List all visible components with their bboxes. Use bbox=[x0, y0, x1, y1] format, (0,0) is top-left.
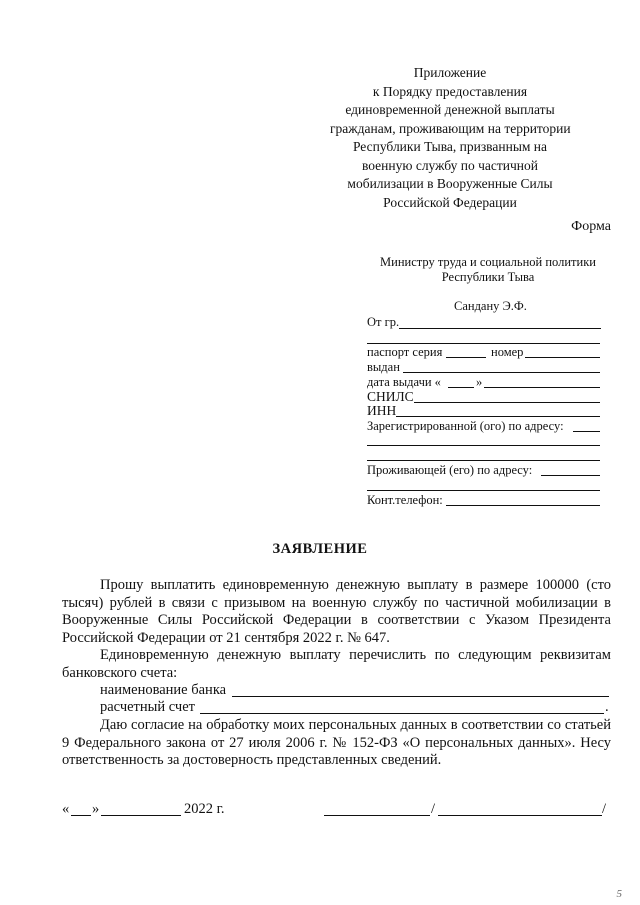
residing-field-2[interactable] bbox=[367, 490, 600, 491]
recipient-name: Сандану Э.Ф. bbox=[454, 299, 527, 313]
signature-field[interactable] bbox=[324, 815, 430, 816]
appendix-line: военную службу по частичной bbox=[361, 157, 538, 173]
signature-slash: / bbox=[431, 801, 436, 817]
recipient-block bbox=[370, 255, 606, 285]
bank-name-field[interactable] bbox=[232, 696, 609, 697]
account-field[interactable] bbox=[200, 713, 604, 714]
appendix-line: Российской Федерации bbox=[383, 194, 517, 210]
registered-field-3[interactable] bbox=[367, 460, 600, 461]
recipient-line: Министру труда и социальной политики bbox=[380, 255, 596, 269]
date-year: 2022 г. bbox=[184, 801, 225, 817]
passport-series-label: паспорт серия bbox=[367, 345, 443, 359]
form-label: Форма bbox=[571, 219, 611, 234]
date-open-quote: « bbox=[62, 801, 70, 817]
snils-label: СНИЛС bbox=[367, 389, 414, 404]
account-label: расчетный счет bbox=[100, 699, 195, 715]
date-close-quote: » bbox=[92, 801, 100, 817]
account-end: . bbox=[605, 699, 609, 715]
appendix-line: единовременной денежной выплаты bbox=[345, 102, 555, 117]
phone-field[interactable] bbox=[446, 505, 600, 506]
residing-field[interactable] bbox=[541, 475, 600, 476]
paragraph-consent: Даю согласие на обработку моих персональных данных в соответствии со статьей 9 Федерального закона от 27 июля 2006 г. № 152-ФЗ «О персональных данных». Несу ответственность за достоверность представленных сведений. bbox=[62, 717, 611, 768]
registered-label: Зарегистрированной (ого) по адресу: bbox=[367, 419, 564, 433]
document-title: ЗАЯВЛЕНИЕ bbox=[272, 541, 368, 557]
appendix-line: гражданам, проживающим на территории bbox=[330, 120, 571, 136]
issued-by-field[interactable] bbox=[403, 372, 600, 373]
signature-name-field[interactable] bbox=[438, 815, 602, 816]
issue-date-close: » bbox=[476, 375, 483, 389]
snils-field[interactable] bbox=[414, 402, 600, 403]
date-day-field[interactable] bbox=[71, 815, 91, 816]
from-field-line-2[interactable] bbox=[367, 343, 600, 344]
appendix-line: мобилизации в Вооруженные Силы bbox=[347, 176, 553, 191]
appendix-header bbox=[330, 64, 570, 212]
paragraph-payment: Единовременную денежную выплату перечислить по следующим реквизитам банковского счета: bbox=[62, 647, 611, 681]
passport-number-field[interactable] bbox=[525, 357, 600, 358]
recipient-line: Республики Тыва bbox=[441, 270, 535, 284]
registered-field-2[interactable] bbox=[367, 445, 600, 446]
issue-date-day-field[interactable] bbox=[448, 387, 474, 388]
appendix-line: к Порядку предоставления bbox=[372, 83, 528, 99]
phone-label: Конт.телефон: bbox=[367, 493, 443, 507]
residing-label: Проживающей (его) по адресу: bbox=[367, 463, 533, 477]
appendix-line: Республики Тыва, призванным на bbox=[352, 139, 548, 154]
appendix-line: Приложение bbox=[413, 65, 487, 80]
signature-slash-end: / bbox=[602, 801, 607, 817]
from-field-line[interactable] bbox=[399, 328, 601, 329]
bank-name-label: наименование банка bbox=[100, 682, 227, 698]
issue-date-label: дата выдачи « bbox=[367, 375, 441, 389]
passport-series-field[interactable] bbox=[446, 357, 486, 358]
registered-field[interactable] bbox=[573, 431, 600, 432]
issued-by-label: выдан bbox=[367, 360, 400, 374]
passport-number-label: номер bbox=[491, 345, 524, 359]
inn-label: ИНН bbox=[367, 403, 397, 418]
date-month-field[interactable] bbox=[101, 815, 181, 816]
page-number: 5 bbox=[616, 888, 622, 900]
from-label: От гр. bbox=[367, 315, 400, 329]
inn-field[interactable] bbox=[396, 416, 600, 417]
issue-date-field[interactable] bbox=[484, 387, 600, 388]
paragraph-request: Прошу выплатить единовременную денежную выплату в размере 100000 (сто тысяч) рублей в связи с призывом на военную службу по частичной мобилизации в Вооруженные Силы Российской Федерации в соответствии с Указом Президента Российской Федерации от 21 сентября 2022 г. № 647. bbox=[62, 577, 611, 646]
